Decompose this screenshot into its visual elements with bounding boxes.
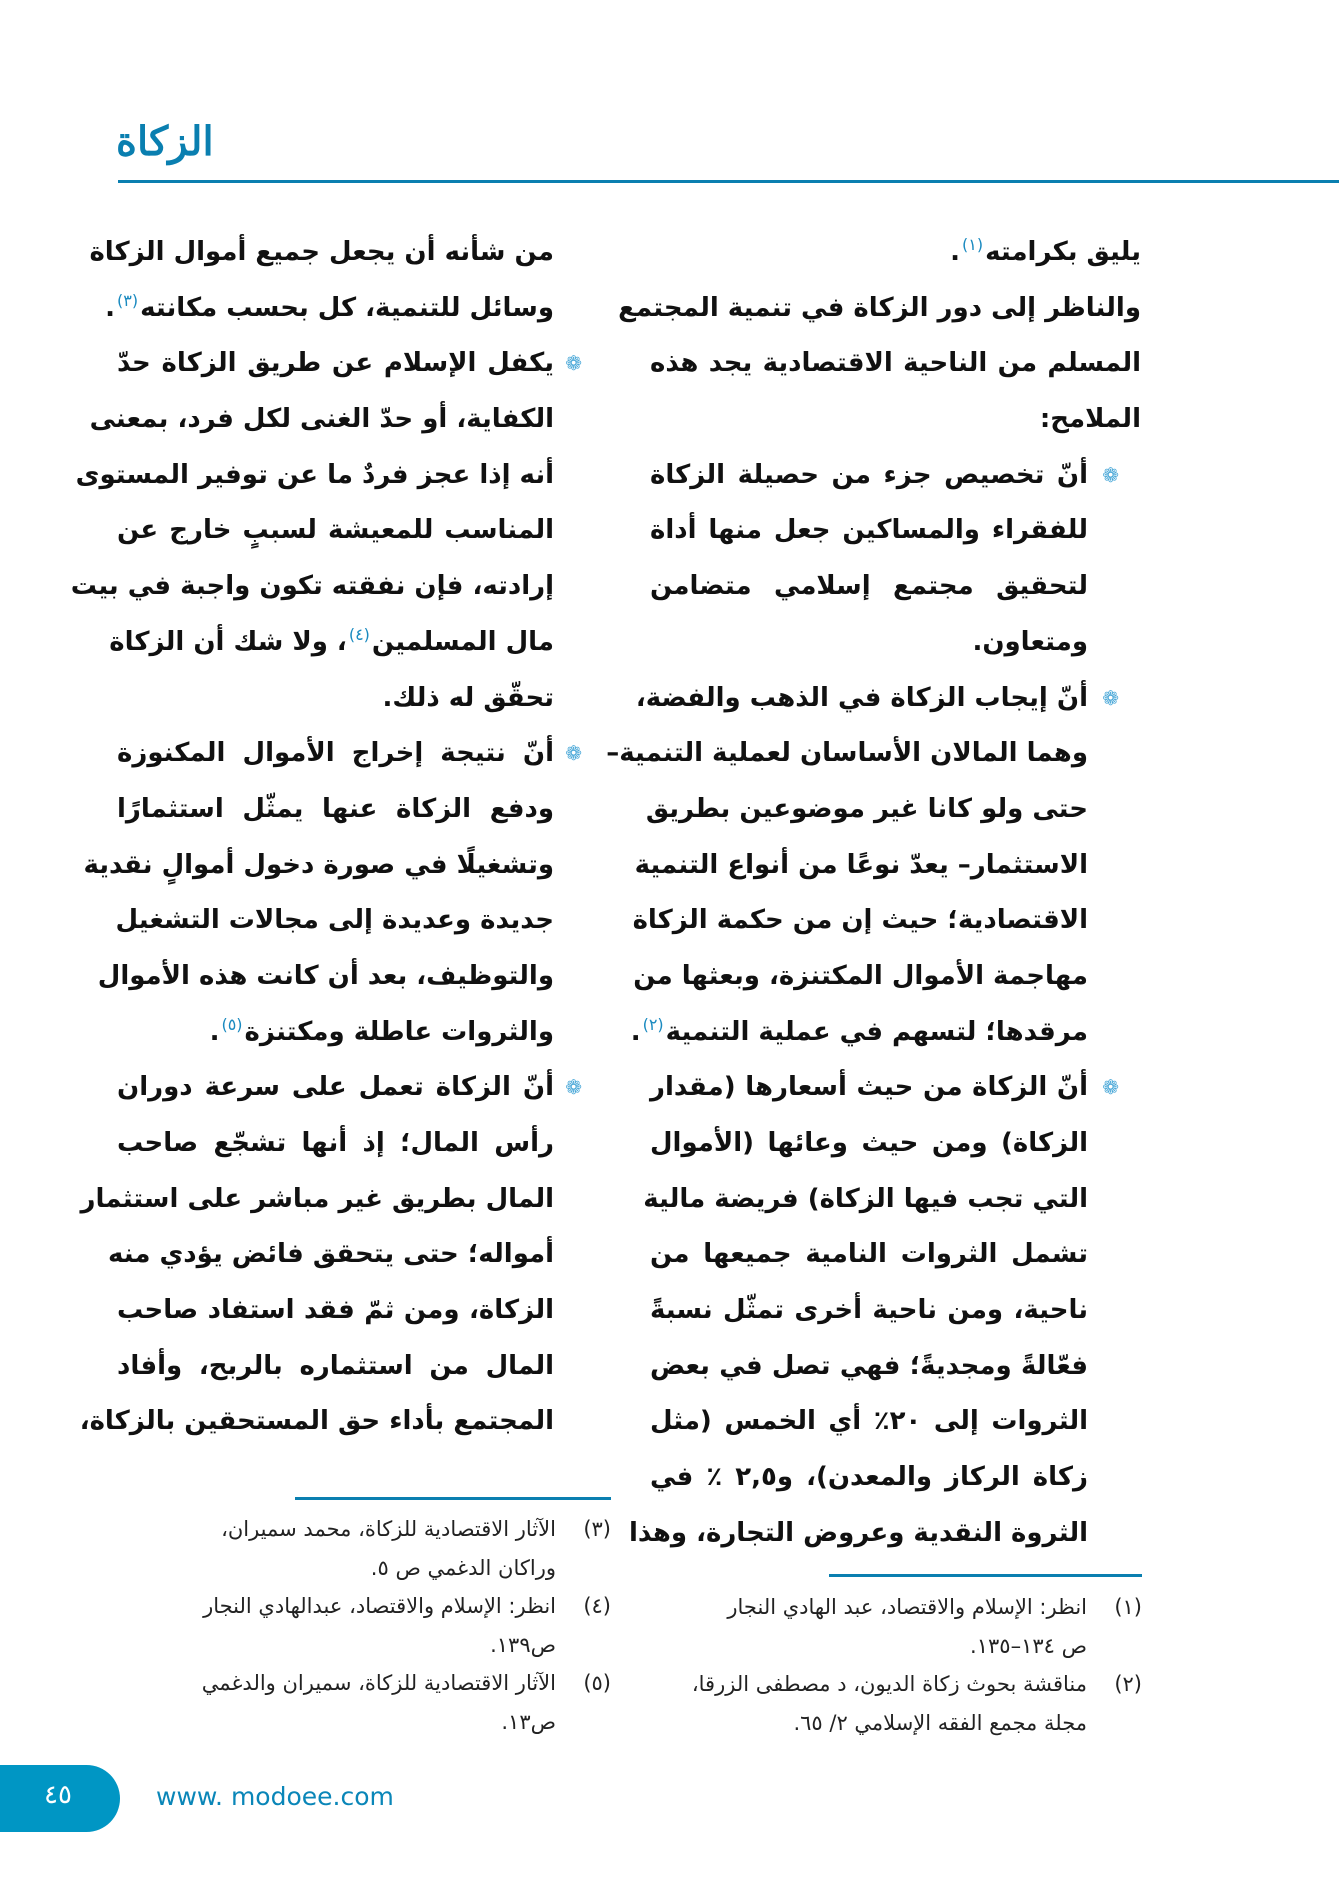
flower-bullet-icon: ❁ [565,351,582,376]
text-line [80,1172,582,1228]
footnote-number: (٥) [583,1671,611,1695]
line-text: الزكاة، ومن ثمّ فقد استفاد صاحب [117,1295,554,1326]
footnote-text: ص ١٣٤–١٣٥. [970,1633,1087,1658]
line-text: رأس المال؛ إذ أنها تشجّع صاحب [117,1128,554,1158]
footnote-ref[interactable]: (٣) [117,291,139,311]
flower-bullet-icon: ❁ [565,741,582,766]
footnote-number: (٣) [583,1517,611,1541]
text-line [109,615,582,671]
line-text: الملامح: [1039,404,1141,435]
line-text: مال المسلمين [371,626,554,657]
text-line [117,893,582,949]
footnote-divider-left [295,1497,611,1500]
text-line [117,671,582,727]
text-line [650,392,1141,448]
line-text: ومتعاون. [972,626,1088,657]
line-text-tail: . [950,237,960,267]
footnote [640,1588,1142,1665]
line-text: للفقراء والمساكين جعل منها أداة [650,515,1088,546]
text-line [650,448,1141,504]
line-text: جديدة وعديدة إلى مجالات التشغيل [115,905,554,936]
text-line [650,615,1141,671]
footnote-ref[interactable]: (٥) [221,1014,243,1034]
line-text: المسلم من الناحية الاقتصادية يجد هذه [650,348,1141,379]
line-text: والناظر إلى دور الزكاة في تنمية المجتمع [618,292,1141,323]
footnote-number: (١) [1114,1595,1142,1619]
line-text: وهما المالان الأساسان لعملية التنمية– [606,738,1088,769]
text-line [97,949,582,1005]
chapter-title: الزكاة [116,118,214,165]
text-line [105,281,582,337]
footnotes-left [110,1510,611,1741]
line-text: تحقّق له ذلك. [382,682,554,713]
text-line [650,1060,1141,1116]
text-line [650,225,1141,281]
footnote-number: (٢) [1114,1672,1142,1696]
flower-bullet-icon: ❁ [1102,1075,1119,1100]
footnote-text: مجلة مجمع الفقه الإسلامي ٢/ ٦٥. [793,1710,1087,1735]
text-line [117,1283,582,1339]
line-text: والثروات عاطلة ومكتنزة [244,1016,554,1047]
flower-bullet-icon: ❁ [1102,462,1119,487]
text-line [650,1394,1141,1450]
footnote-text: ص١٣. [501,1709,556,1734]
footnote-text: انظر: الإسلام والاقتصاد، عبدالهادي النجار [203,1594,556,1618]
line-text: فعّالةً ومجديةً؛ فهي تصل في بعض [650,1350,1088,1381]
footnote-ref[interactable]: (٤) [348,625,370,645]
line-text: الثروات إلى ٢٠٪ أي الخمس (مثل [650,1406,1088,1437]
line-text: ناحية، ومن ناحية أخرى تمثّل نسبةً [650,1295,1088,1326]
line-text: يكفل الإسلام عن طريق الزكاة حدّ [117,348,554,379]
header-divider [118,180,1339,183]
line-text: الثروة النقدية وعروض التجارة، وهذا [628,1517,1088,1548]
text-line [645,782,1141,838]
line-text: أنّ إيجاب الزكاة في الذهب والفضة، [635,682,1088,713]
text-line [89,225,582,281]
text-line [650,1339,1141,1395]
left-text-column [70,225,582,1450]
line-text: من شأنه أن يجعل جميع أموال الزكاة [89,237,554,267]
line-text: والتوظيف، بعد أن كانت هذه الأموال [97,960,554,991]
line-text: الاستثمار– يعدّ نوعًا من أنواع التنمية [634,849,1088,880]
flower-bullet-icon: ❁ [1102,685,1119,710]
text-line [630,1005,1141,1061]
line-text: أنه إذا عجز فردٌ ما عن توفير المستوى [75,459,554,490]
line-text-tail: . [105,292,115,323]
footnote-text: ص١٣٩. [490,1632,556,1657]
line-text: المال من استثماره بالربح، وأفاد [117,1350,554,1381]
text-line [117,1339,582,1395]
text-line [70,559,582,615]
footnote-text: الآثار الاقتصادية للزكاة، محمد سميران، [221,1517,556,1541]
text-line [606,726,1141,782]
text-line [650,1283,1141,1339]
line-text: وتشغيلًا في صورة دخول أموالٍ نقدية [83,849,554,880]
text-line [635,671,1141,727]
text-line [117,782,582,838]
line-text-tail: ، ولا شك أن الزكاة [109,626,347,657]
text-line [107,1227,582,1283]
text-line [632,893,1141,949]
text-line [117,503,582,559]
footnote-ref[interactable]: (١) [961,235,984,255]
line-text: وسائل للتنمية، كل بحسب مكانته [140,292,554,323]
footnote [640,1665,1142,1742]
line-text: التي تجب فيها الزكاة) فريضة مالية [643,1183,1088,1214]
text-line [633,949,1141,1005]
text-line [650,1116,1141,1172]
footnotes-right [640,1588,1142,1742]
footnote-text: انظر: الإسلام والاقتصاد، عبد الهادي النجار [727,1595,1087,1619]
line-text: المناسب للمعيشة لسببٍ خارج عن [117,515,554,546]
text-line [650,1227,1141,1283]
line-text: إرادته، فإن نفقته تكون واجبة في بيت [70,571,554,602]
text-line [117,1116,582,1172]
line-text: ودفع الزكاة عنها يمثّل استثمارًا [117,793,554,824]
line-text: لتحقيق مجتمع إسلامي متضامن [650,571,1088,602]
line-text: يليق بكرامته [985,237,1141,267]
text-line [634,838,1141,894]
text-line [117,726,582,782]
text-line [79,1394,582,1450]
text-line [117,1005,582,1061]
footnote-text: وراكان الدغمي ص ٥. [370,1555,556,1580]
text-line [628,1506,1141,1562]
page-number: ٤٥ [44,1780,72,1810]
footnote-number: (٤) [583,1594,611,1618]
line-text: أمواله؛ حتى يتحقق فائض يؤدي منه [107,1239,554,1270]
right-text-column [606,225,1141,1562]
line-text: الزكاة) ومن حيث وعائها (الأموال [650,1128,1088,1158]
footnote [110,1510,611,1587]
line-text-tail: . [630,1016,641,1047]
line-text: مرقدها؛ لتسهم في عملية التنمية [665,1016,1088,1047]
line-text: أنّ الزكاة تعمل على سرعة دوران [117,1072,554,1103]
text-line [650,503,1141,559]
text-line [89,392,582,448]
footnote-divider-right [829,1574,1142,1577]
line-text: المال بطريق غير مباشر على استثمار [80,1183,554,1214]
text-line [117,336,582,392]
line-text: زكاة الركاز والمعدن)، و٢,٥ ٪ في [650,1462,1088,1493]
text-line [650,1450,1141,1506]
footnote-ref[interactable]: (٢) [642,1014,664,1034]
text-line [75,448,582,504]
line-text: المجتمع بأداء حق المستحقين بالزكاة، [79,1406,554,1437]
footnote-text: مناقشة بحوث زكاة الديون، د مصطفى الزرقا، [691,1672,1087,1696]
line-text: أنّ نتيجة إخراج الأموال المكنوزة [117,738,554,769]
text-line [643,1172,1141,1228]
line-text: الاقتصادية؛ حيث إن من حكمة الزكاة [632,905,1088,936]
line-text: تشمل الثروات النامية جميعها من [650,1239,1088,1270]
text-line [650,559,1141,615]
footnote [110,1664,611,1741]
line-text: الكفاية، أو حدّ الغنى لكل فرد، بمعنى [89,404,554,435]
line-text: أنّ الزكاة من حيث أسعارها (مقدار [650,1072,1088,1103]
line-text: أنّ تخصيص جزء من حصيلة الزكاة [650,459,1088,490]
text-line [650,336,1141,392]
flower-bullet-icon: ❁ [565,1075,582,1100]
line-text-tail: . [209,1016,220,1047]
line-text: حتى ولو كانا غير موضوعين بطريق [645,793,1088,824]
footnote-text: الآثار الاقتصادية للزكاة، سميران والدغمي [201,1671,556,1695]
website-link[interactable]: www. modoee.com [156,1782,394,1811]
text-line [83,838,582,894]
line-text: مهاجمة الأموال المكتنزة، وبعثها من [633,960,1088,991]
text-line [117,1060,582,1116]
footnote [110,1587,611,1664]
text-line [618,281,1141,337]
